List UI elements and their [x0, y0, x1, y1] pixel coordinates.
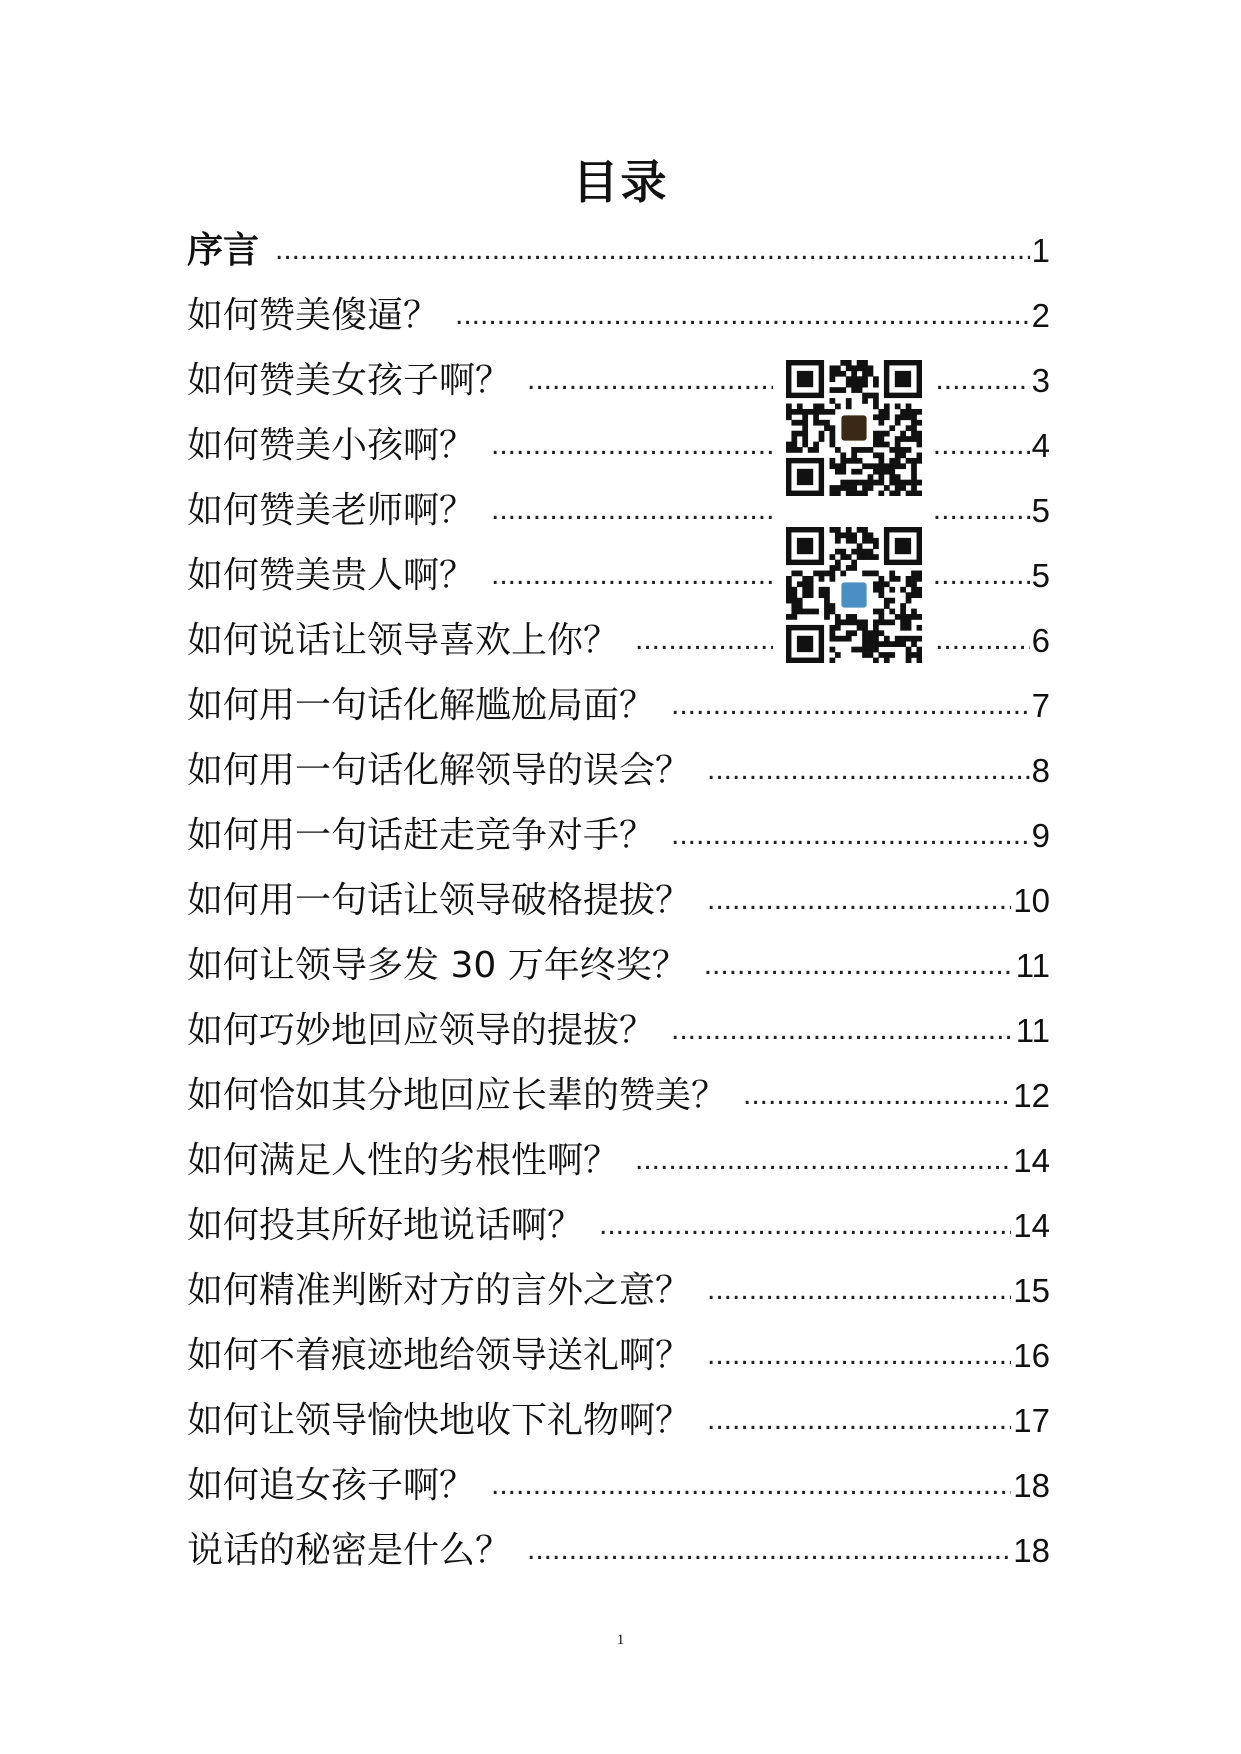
toc-entry-page: 14 [1013, 1206, 1050, 1244]
toc-entry-title: 如何精准判断对方的言外之意？ [187, 1269, 692, 1311]
toc-entry[interactable] [187, 1453, 1050, 1518]
toc-entry-title: 如何赞美小孩啊？ [187, 424, 476, 466]
toc-entry-page: 14 [1013, 1141, 1050, 1179]
toc-entry[interactable] [187, 1518, 1050, 1583]
toc-entry-title: 如何赞美傻逼？ [187, 294, 440, 336]
toc-entry[interactable] [187, 218, 1050, 283]
toc-entry-page: 3 [1031, 361, 1050, 399]
toc-entry-title: 如何让领导多发 30 万年终奖？ [187, 944, 688, 986]
toc-entry[interactable] [187, 738, 1050, 803]
toc-entry-title: 如何满足人性的劣根性啊？ [187, 1139, 620, 1181]
toc-leader-dots [275, 229, 1030, 273]
toc-entry[interactable] [187, 283, 1050, 348]
qr-code-graphic [786, 527, 922, 663]
toc-leader-dots [491, 1464, 1011, 1508]
toc-leader-dots [704, 944, 1014, 988]
toc-entry-page: 2 [1031, 296, 1050, 334]
toc-entry-page: 6 [1031, 621, 1050, 659]
toc-leader-dots [455, 294, 1030, 338]
toc-entry-page: 11 [1015, 946, 1050, 984]
toc-leader-dots [635, 1139, 1011, 1183]
toc-entry-page: 11 [1015, 1011, 1050, 1049]
toc-entry-page: 10 [1013, 881, 1050, 919]
toc-entry-page: 18 [1013, 1466, 1050, 1504]
toc-entry[interactable] [187, 1193, 1050, 1258]
toc-entry-title: 如何用一句话让领导破格提拔？ [187, 879, 692, 921]
toc-entry-title: 如何巧妙地回应领导的提拔？ [187, 1009, 656, 1051]
toc-leader-dots [671, 814, 1030, 858]
toc-leader-dots [707, 749, 1030, 793]
toc-leader-dots [707, 879, 1011, 923]
toc-entry[interactable] [187, 803, 1050, 868]
toc-entry[interactable] [187, 933, 1050, 998]
toc-entry-page: 1 [1031, 231, 1050, 269]
toc-entry-title: 说话的秘密是什么？ [187, 1529, 512, 1571]
toc-entry-page: 4 [1031, 426, 1050, 464]
toc-leader-dots [671, 1009, 1014, 1053]
qr-code-icon[interactable] [786, 527, 922, 663]
toc-entry-title: 如何用一句话赶走竞争对手？ [187, 814, 656, 856]
toc-entry-title: 如何让领导愉快地收下礼物啊？ [187, 1399, 692, 1441]
toc-entry-page: 17 [1013, 1401, 1050, 1439]
toc-entry[interactable] [187, 1128, 1050, 1193]
toc-entry-title: 如何赞美老师啊？ [187, 489, 476, 531]
toc-entry[interactable] [187, 1323, 1050, 1388]
toc-leader-dots [599, 1204, 1011, 1248]
toc-entry[interactable] [187, 673, 1050, 738]
page-title: 目录 [572, 155, 669, 209]
toc-entry-page: 16 [1013, 1336, 1050, 1374]
qr-code-icon[interactable] [786, 360, 922, 496]
toc-entry-page: 15 [1013, 1271, 1050, 1309]
toc-entry-title: 如何用一句话化解领导的误会？ [187, 749, 692, 791]
toc-entry-page: 9 [1031, 816, 1050, 854]
toc-entry-title: 如何说话让领导喜欢上你？ [187, 619, 620, 661]
toc-leader-dots [491, 424, 1030, 468]
toc-entry-title: 如何赞美贵人啊？ [187, 554, 476, 596]
toc-entry-page: 5 [1031, 556, 1050, 594]
toc-leader-dots [707, 1269, 1011, 1313]
toc-entry-title: 如何用一句话化解尴尬局面？ [187, 684, 656, 726]
toc-entry-title: 序言 [187, 229, 260, 271]
toc-entry-page: 12 [1013, 1076, 1050, 1114]
toc-entry[interactable] [187, 1388, 1050, 1453]
qr-code-graphic [786, 360, 922, 496]
toc-leader-dots [491, 554, 1030, 598]
toc-entry[interactable] [187, 1063, 1050, 1128]
page-number: 1 [616, 1632, 625, 1648]
toc-entry-title: 如何追女孩子啊？ [187, 1464, 476, 1506]
toc-entry-title: 如何赞美女孩子啊？ [187, 359, 512, 401]
toc-leader-dots [707, 1334, 1011, 1378]
toc-entry-title: 如何恰如其分地回应长辈的赞美？ [187, 1074, 728, 1116]
toc-entry[interactable] [187, 868, 1050, 933]
toc-leader-dots [491, 489, 1030, 533]
toc-entry-title: 如何不着痕迹地给领导送礼啊？ [187, 1334, 692, 1376]
toc-leader-dots [743, 1074, 1011, 1118]
toc-entry-page: 7 [1031, 686, 1050, 724]
toc-entry[interactable] [187, 998, 1050, 1063]
toc-entry-title: 如何投其所好地说话啊？ [187, 1204, 584, 1246]
toc-entry-page: 8 [1031, 751, 1050, 789]
toc-entry-page: 18 [1013, 1531, 1050, 1569]
toc-leader-dots [671, 684, 1030, 728]
toc-entry[interactable] [187, 1258, 1050, 1323]
toc-leader-dots [707, 1399, 1011, 1443]
toc-entry-page: 5 [1031, 491, 1050, 529]
toc-leader-dots [527, 1529, 1011, 1573]
